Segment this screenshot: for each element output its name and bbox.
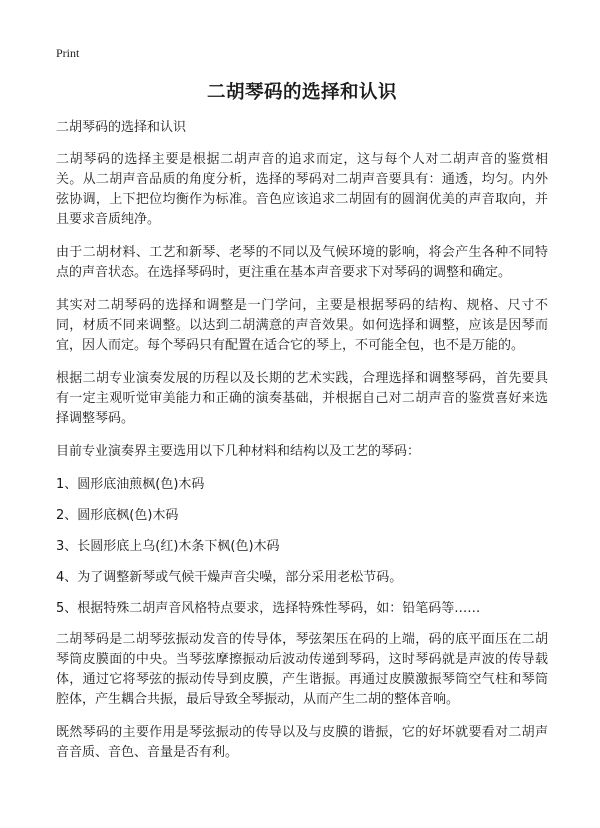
print-link[interactable]: Print [56,46,80,60]
paragraph: 目前专业演奏界主要选用以下几种材料和结构以及工艺的琴码： [56,444,421,459]
paragraph: 二胡琴码的选择主要是根据二胡声音的追求而定，这与每个人对二胡声音的鉴赏相关。从二胡声音品质的角度分析，选择的琴码对二胡声音要具有：通透，均匀。内外弦协调，上下把位均衡作为标准。音色应该追求二胡固有的圆润优美的声音取向，并且要求音质纯净。 [56,152,548,227]
list-item: 4、为了调整新琴或气候干燥声音尖噪，部分采用老松节码。 [56,570,403,585]
paragraph: 既然琴码的主要作用是琴弦振动的传导以及与皮膜的谐振，它的好坏就要看对二胡声音音质、音色、音量是否有利。 [56,725,548,760]
paragraph: 由于二胡材料、工艺和新琴、老琴的不同以及气候环境的影响，将会产生各种不同特点的声音状态。在选择琴码时，更注重在基本声音要求下对琴码的调整和确定。 [56,245,548,280]
paragraph: 其实对二胡琴码的选择和调整是一门学问，主要是根据琴码的结构、规格、尺寸不同，材质不同来调整。以达到二胡满意的声音效果。如何选择和调整，应该是因琴而宜，因人而定。每个琴码只有配置在适合它的琴上，不可能全包，也不是万能的。 [56,298,548,353]
page-title: 二胡琴码的选择和认识 [206,82,397,103]
paragraph: 二胡琴码是二胡琴弦振动发音的传导体，琴弦架压在码的上端，码的底平面压在二胡琴筒皮膜面的中央。当琴弦摩擦振动后波动传递到琴码，这时琴码就是声波的传导载体，通过它将琴弦的振动传导到皮膜，产生谐振。再通过皮膜激振琴筒空气柱和琴筒腔体，产生耦合共振，最后导致全琴振动，从而产生二胡的整体音响。 [56,632,548,707]
list-item: 2、圆形底枫(色)木码 [56,508,179,523]
article-subtitle: 二胡琴码的选择和认识 [56,120,187,135]
list-item: 5、根据特殊二胡声音风格特点要求，选择特殊性琴码，如：铅笔码等…… [56,601,481,616]
list-item: 3、长圆形底上乌(红)木条下枫(色)木码 [56,539,280,554]
list-item: 1、圆形底油煎枫(色)木码 [56,477,205,492]
article-body [56,118,548,776]
paragraph: 根据二胡专业演奏发展的历程以及长期的艺术实践，合理选择和调整琴码，首先要具有一定主观听觉审美能力和正确的演奏基础，并根据自己对二胡声音的鉴赏喜好来选择调整琴码。 [56,371,548,426]
